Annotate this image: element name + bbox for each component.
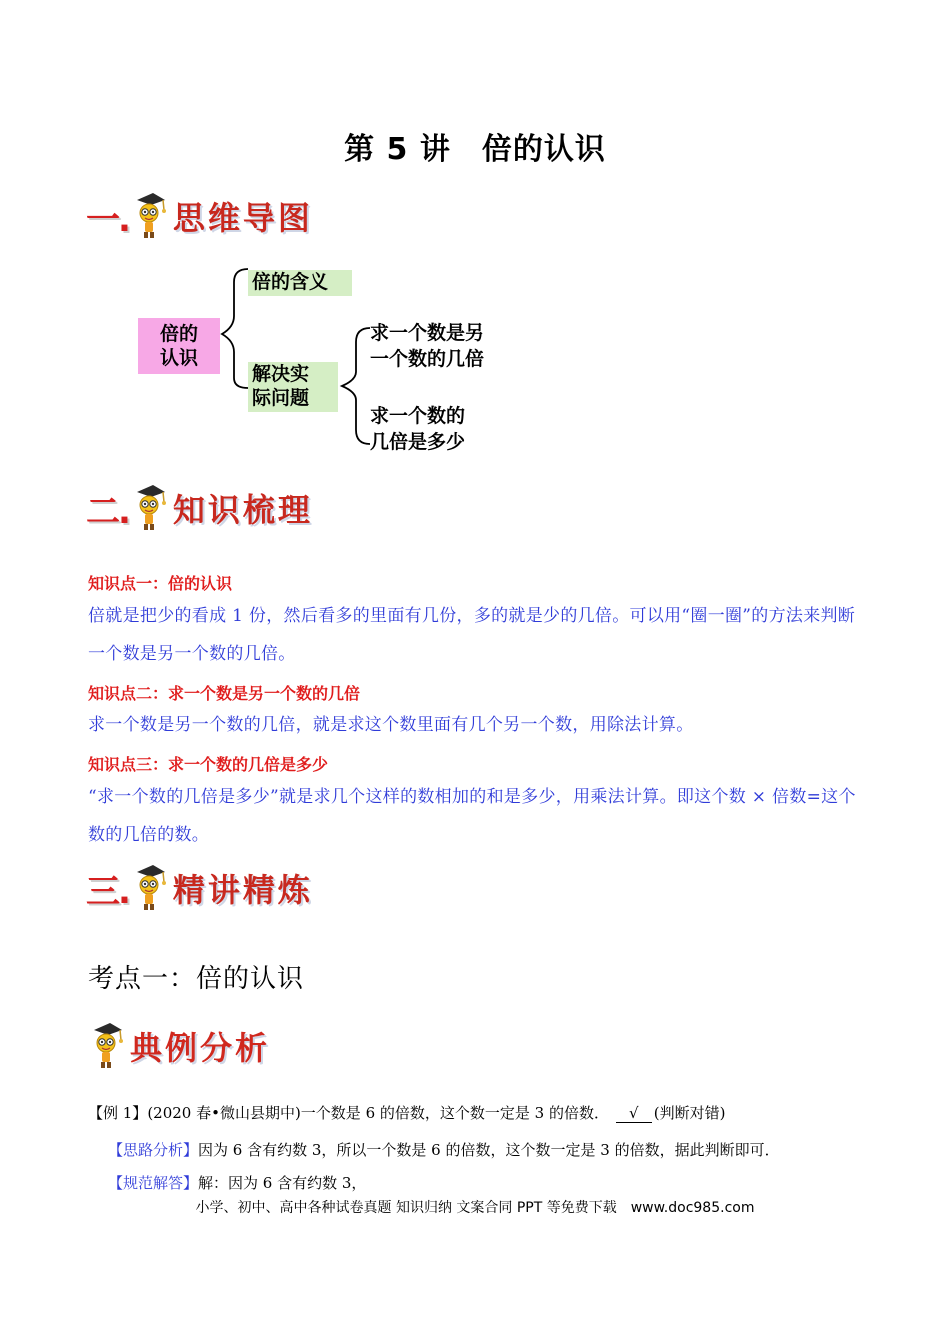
example-banner <box>86 1018 270 1074</box>
knowledge-point-title-2: 知识点二：求一个数是另一个数的几倍 <box>88 684 361 703</box>
knowledge-point-title-1: 知识点一：倍的认识 <box>88 574 233 593</box>
mindmap-brace-1 <box>220 264 250 414</box>
mindmap-leaf2-line1: 求一个数的 <box>370 405 466 427</box>
mindmap-leaf1-line1: 求一个数是另 <box>370 322 485 344</box>
section-header-knowledge <box>86 480 313 536</box>
mindmap-leaf-times-value <box>370 403 465 455</box>
mindmap-brace-2 <box>338 322 372 452</box>
mindmap-leaf-times-of <box>370 320 484 372</box>
analysis-text: 因为 6 含有约数 3，所以一个数是 6 的倍数，这个数一定是 3 的倍数，据此判断即可． <box>198 1141 780 1159</box>
page-title: 第 5 讲 倍的认识 <box>344 132 606 167</box>
knowledge-point-text-1: 倍就是把少的看成 1 份，然后看多的里面有几份，多的就是少的几倍。可以用“圈一圈”的方法来判断一个数是另一个数的几倍。 <box>88 606 856 664</box>
solution-text: 解：因为 6 含有约数 3， <box>198 1174 367 1192</box>
scholar-mascot-icon <box>88 1021 124 1071</box>
mindmap-leaf1-line2: 一个数的几倍 <box>370 348 485 370</box>
footer-text: 小学、初中、高中各种试卷真题 知识归纳 文案合同 PPT 等免费下载 www.doc985.com <box>195 1200 755 1216</box>
analysis-tag: 【思路分析】 <box>108 1141 199 1159</box>
section-label: 知识梳理 <box>172 491 313 529</box>
section-number: 三. <box>86 871 129 912</box>
example-tag: 【例 1】 <box>88 1104 148 1122</box>
example-question-text: (2020 春•微山县期中)一个数是 6 的倍数，这个数一定是 3 的倍数． <box>147 1104 609 1122</box>
example-suffix: (判断对错) <box>653 1104 726 1122</box>
example-answer-blank: √ <box>616 1104 652 1123</box>
mindmap-branch2-line2: 际问题 <box>252 387 310 409</box>
solution-tag: 【规范解答】 <box>108 1174 199 1192</box>
section-number: 一. <box>86 199 129 240</box>
mindmap-branch-problems <box>248 362 338 412</box>
section-header-mindmap <box>86 188 313 244</box>
mindmap-root-line1: 倍的 <box>159 323 198 345</box>
kaodian-heading: 考点一：倍的认识 <box>88 964 305 994</box>
section-header-practice <box>86 860 313 916</box>
example-analysis <box>108 1139 908 1160</box>
mindmap-leaf2-line2: 几倍是多少 <box>370 431 466 453</box>
example-question <box>88 1102 888 1123</box>
knowledge-point-title-3: 知识点三：求一个数的几倍是多少 <box>88 755 329 774</box>
mindmap-branch2-line1: 解决实 <box>252 363 310 385</box>
section-number: 二. <box>86 491 129 532</box>
mindmap-branch-meaning: 倍的含义 <box>248 270 352 296</box>
scholar-mascot-icon <box>131 191 167 241</box>
mindmap-root-line2: 认识 <box>159 347 198 369</box>
knowledge-point-text-3: “求一个数的几倍是多少”就是求几个这样的数相加的和是多少，用乘法计算。即这个数 × 倍数=这个数的几倍的数。 <box>88 787 856 845</box>
example-solution <box>108 1172 908 1193</box>
section-label: 精讲精炼 <box>172 871 313 909</box>
scholar-mascot-icon <box>131 483 167 533</box>
section-label: 思维导图 <box>172 199 313 237</box>
scholar-mascot-icon <box>131 863 167 913</box>
example-banner-label: 典例分析 <box>130 1029 271 1067</box>
mindmap-root <box>138 318 220 374</box>
knowledge-point-text-2: 求一个数是另一个数的几倍，就是求这个数里面有几个另一个数，用除法计算。 <box>88 715 694 735</box>
